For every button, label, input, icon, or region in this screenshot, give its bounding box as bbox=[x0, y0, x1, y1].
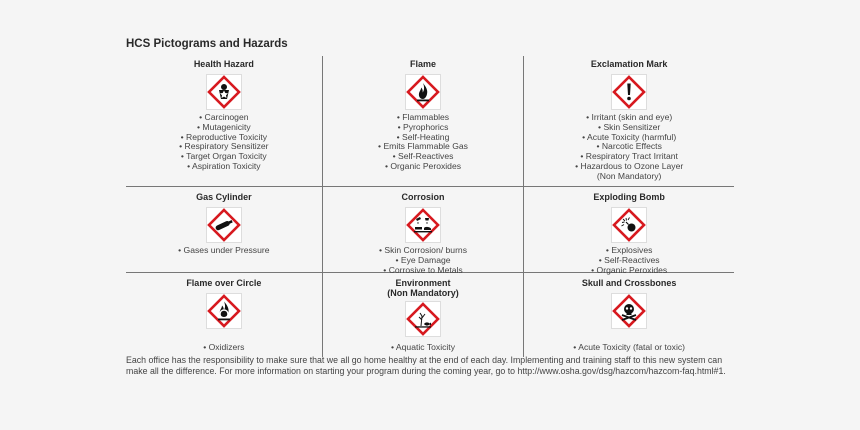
list-item: • Gases under Pressure bbox=[178, 245, 270, 255]
hazard-list bbox=[524, 343, 734, 353]
hazard-list bbox=[126, 113, 322, 172]
list-item: • Skin Corrosion/ burns bbox=[378, 245, 468, 255]
grid-row bbox=[126, 56, 734, 187]
list-item: • Hazardous to Ozone Layer bbox=[575, 160, 684, 171]
corrosion-icon bbox=[405, 207, 441, 243]
hazard-list bbox=[323, 343, 524, 353]
list-item: • Respiratory Tract Irritant bbox=[580, 151, 678, 162]
list-item: • Target Organ Toxicity bbox=[180, 151, 267, 162]
list-item: (Non Mandatory) bbox=[596, 170, 662, 181]
list-item: • Organic Peroxides bbox=[591, 264, 668, 275]
cell-flame-over-circle bbox=[126, 273, 322, 357]
hazard-list bbox=[323, 113, 524, 172]
list-item: • Explosives bbox=[605, 245, 653, 255]
cell-heading-line: (Non Mandatory) bbox=[387, 288, 459, 298]
grid-row bbox=[126, 187, 734, 273]
cell-heading: Exclamation Mark bbox=[590, 59, 668, 69]
list-item: • Acute Toxicity (fatal or toxic) bbox=[573, 342, 686, 352]
cell-heading: Gas Cylinder bbox=[196, 192, 252, 202]
hazard-list bbox=[126, 246, 322, 256]
list-item: • Oxidizers bbox=[203, 342, 245, 352]
list-item: • Carcinogen bbox=[199, 112, 249, 122]
cell-heading bbox=[323, 278, 524, 298]
cell-heading: Flame over Circle bbox=[186, 278, 262, 288]
list-item: • Acute Toxicity (harmful) bbox=[582, 131, 677, 142]
list-item: • Corrosive to Metals bbox=[383, 264, 463, 275]
environment-icon bbox=[405, 301, 441, 337]
skull-and-crossbones-icon bbox=[611, 293, 647, 329]
hazard-list bbox=[524, 246, 734, 275]
cell-heading: Health Hazard bbox=[193, 59, 254, 69]
hazard-list bbox=[126, 343, 322, 353]
list-item: • Aquatic Toxicity bbox=[391, 342, 455, 352]
pictogram-grid bbox=[126, 56, 734, 357]
page-title: HCS Pictograms and Hazards bbox=[126, 38, 288, 50]
cell-skull-and-crossbones bbox=[523, 273, 734, 357]
list-item: • Reproductive Toxicity bbox=[180, 131, 268, 142]
cell-heading: Corrosion bbox=[401, 192, 445, 202]
list-item: • Respiratory Sensitizer bbox=[179, 141, 269, 152]
cell-gas-cylinder bbox=[126, 187, 322, 272]
list-item: • Flammables bbox=[396, 112, 450, 122]
list-item: • Mutagenicity bbox=[197, 121, 251, 132]
cell-flame bbox=[322, 56, 524, 186]
list-item: • Self-Reactives bbox=[392, 151, 454, 162]
gas-cylinder-icon bbox=[206, 207, 242, 243]
hazard-list bbox=[323, 246, 524, 275]
cell-exploding-bomb bbox=[523, 187, 734, 275]
list-item: • Self-Reactives bbox=[598, 254, 660, 265]
list-item: • Emits Flammable Gas bbox=[378, 141, 468, 152]
cell-corrosion bbox=[322, 187, 524, 275]
list-item: • Narcotic Effects bbox=[596, 141, 662, 152]
list-item: • Irritant (skin and eye) bbox=[586, 112, 673, 122]
list-item: • Eye Damage bbox=[395, 254, 451, 265]
list-item: • Self-Heating bbox=[396, 131, 450, 142]
list-item: • Aspiration Toxicity bbox=[187, 160, 261, 171]
list-item: • Skin Sensitizer bbox=[598, 121, 661, 132]
list-item: • Pyrophorics bbox=[397, 121, 449, 132]
flame-over-circle-icon bbox=[206, 293, 242, 329]
cell-heading: Exploding Bomb bbox=[593, 192, 665, 202]
list-item: • Organic Peroxides bbox=[384, 160, 462, 171]
cell-environment bbox=[322, 273, 524, 357]
hazard-list bbox=[524, 113, 734, 182]
flame-icon bbox=[405, 74, 441, 110]
cell-heading: Skull and Crossbones bbox=[581, 278, 677, 288]
footer-paragraph: Each office has the responsibility to make sure that we all go home healthy at the end of each day. Implementing and training staff to this new system can make all the difference. For more information on starting your program during the coming year, go to http://www.osha.gov/dsg/hazcom/hazcom-faq.html#1. bbox=[126, 355, 726, 377]
cell-exclamation-mark bbox=[523, 56, 734, 186]
exclamation-mark-icon bbox=[611, 74, 647, 110]
exploding-bomb-icon bbox=[611, 207, 647, 243]
health-hazard-icon bbox=[206, 74, 242, 110]
cell-health-hazard bbox=[126, 56, 322, 186]
cell-heading: Flame bbox=[410, 59, 437, 69]
cell-heading-line: Environment bbox=[395, 278, 451, 288]
grid-row bbox=[126, 273, 734, 357]
